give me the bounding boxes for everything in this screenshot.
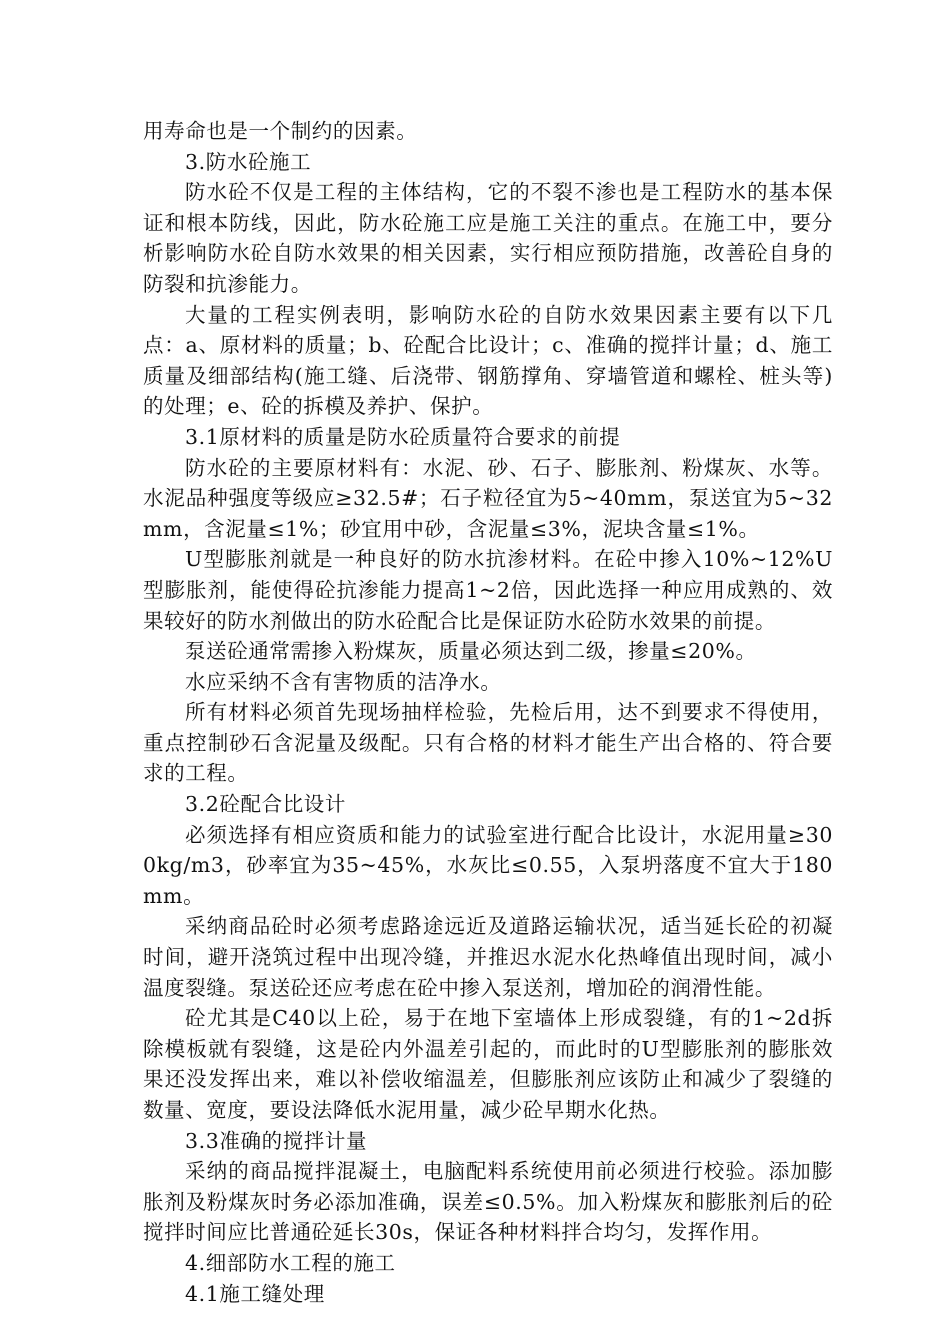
paragraph: U型膨胀剂就是一种良好的防水抗渗材料。在砼中掺入10%~12%U型膨胀剂，能使得砼抗渗能力提高1~2倍，因此选择一种应用成熟的、效果较好的防水剂做出的防水砼配合比是保证防水砼防水效果的前提。 — [143, 547, 833, 633]
section-heading-4: 4.细部防水工程的施工 — [185, 1250, 396, 1275]
paragraph: 采纳的商品搅拌混凝土，电脑配料系统使用前必须进行校验。添加膨胀剂及粉煤灰时务必添加准确，误差≤0.5%。加入粉煤灰和膨胀剂后的砼搅拌时间应比普通砼延长30s，保证各种材料拌合均匀，发挥作用。 — [143, 1159, 833, 1245]
paragraph: 防水砼不仅是工程的主体结构，它的不裂不渗也是工程防水的基本保证和根本防线，因此，防水砼施工应是施工关注的重点。在施工中，要分析影响防水砼自防水效果的相关因素，实行相应预防措施，改善砼自身的防裂和抗渗能力。 — [143, 180, 833, 296]
section-heading-3-1: 3.1原材料的质量是防水砼质量符合要求的前提 — [185, 424, 621, 449]
section-heading-4-1: 4.1施工缝处理 — [185, 1281, 325, 1306]
paragraph: 采纳商品砼时必须考虑路途远近及道路运输状况，适当延长砼的初凝时间，避开浇筑过程中出现冷缝，并推迟水泥水化热峰值出现时间，减小温度裂缝。泵送砼还应考虑在砼中掺入泵送剂，增加砼的润滑性能。 — [143, 914, 833, 1000]
paragraph: 防水砼的主要原材料有：水泥、砂、石子、膨胀剂、粉煤灰、水等。水泥品种强度等级应≥32.5#；石子粒径宜为5~40mm，泵送宜为5~32mm，含泥量≤1%；砂宜用中砂，含泥量≤3%，泥块含量≤1%。 — [143, 455, 833, 541]
document-body — [143, 116, 833, 1309]
paragraph: 砼尤其是C40以上砼，易于在地下室墙体上形成裂缝，有的1~2d拆除模板就有裂缝，这是砼内外温差引起的，而此时的U型膨胀剂的膨胀效果还没发挥出来，难以补偿收缩温差，但膨胀剂应该防止和减少了裂缝的数量、宽度，要设法降低水泥用量，减少砼早期水化热。 — [143, 1006, 833, 1122]
paragraph: 泵送砼通常需掺入粉煤灰，质量必须达到二级，掺量≤20%。 — [185, 639, 757, 664]
section-heading-3: 3.防水砼施工 — [185, 149, 312, 174]
section-heading-3-2: 3.2砼配合比设计 — [185, 792, 347, 817]
paragraph: 所有材料必须首先现场抽样检验，先检后用，达不到要求不得使用，重点控制砂石含泥量及级配。只有合格的材料才能生产出合格的、符合要求的工程。 — [143, 700, 833, 786]
paragraph: 水应采纳不含有害物质的洁净水。 — [185, 669, 502, 694]
paragraph: 大量的工程实例表明，影响防水砼的自防水效果因素主要有以下几点：a、原材料的质量；b、砼配合比设计；c、准确的搅拌计量；d、施工质量及细部结构(施工缝、后浇带、钢筋撑角、穿墙管道和螺栓、桩头等)的处理；e、砼的拆模及养护、保护。 — [143, 302, 833, 419]
section-heading-3-3: 3.3准确的搅拌计量 — [185, 1128, 368, 1153]
paragraph-continuation: 用寿命也是一个制约的因素。 — [143, 119, 418, 143]
paragraph: 必须选择有相应资质和能力的试验室进行配合比设计，水泥用量≥300kg/m3，砂率宜为35~45%，水灰比≤0.55，入泵坍落度不宜大于180mm。 — [143, 822, 833, 908]
